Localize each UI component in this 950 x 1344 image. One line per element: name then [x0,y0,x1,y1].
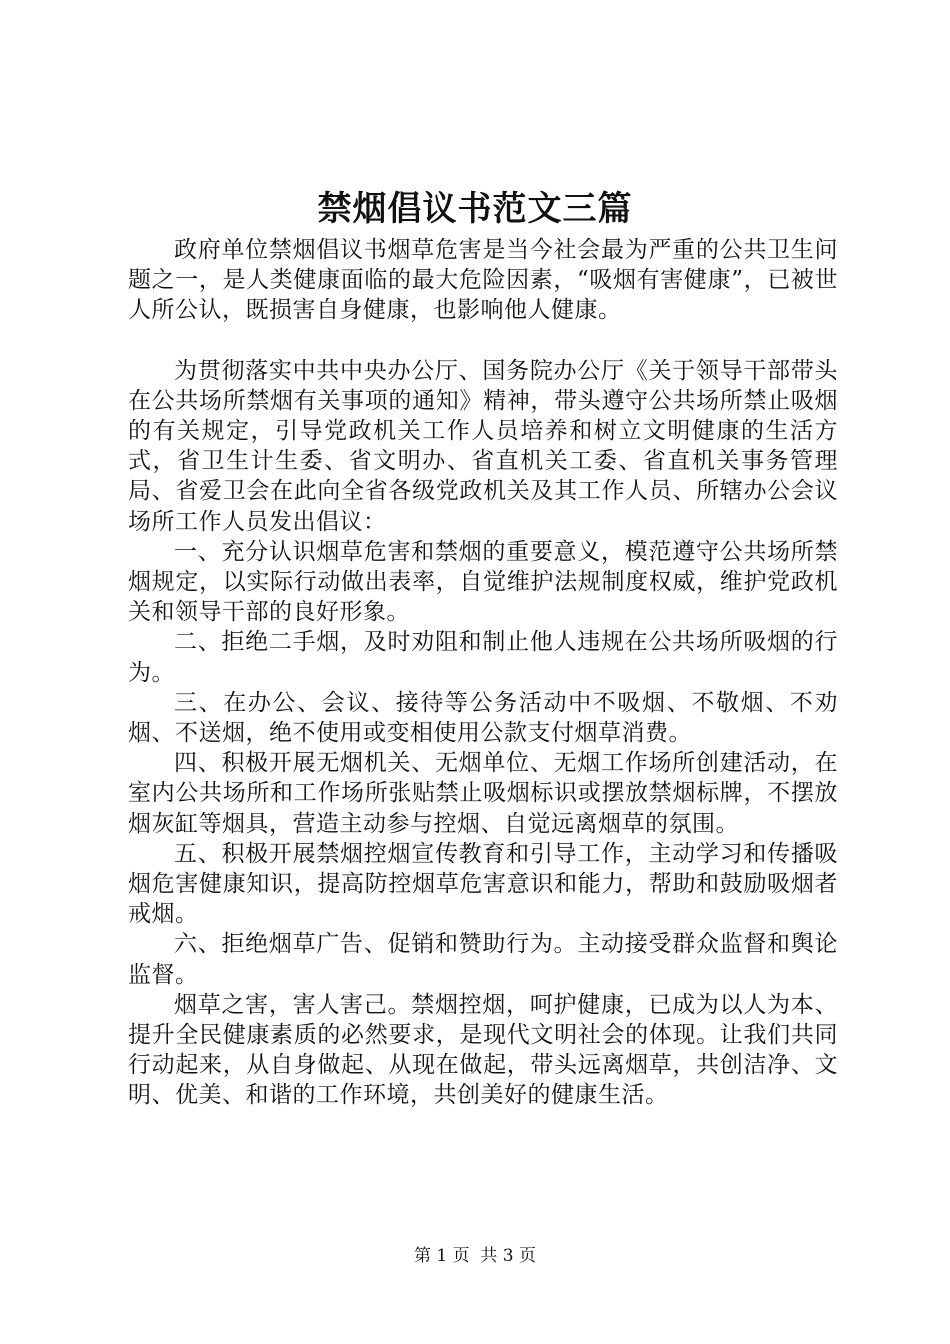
page-footer [0,1244,950,1268]
paragraph-item-5: 五、积极开展禁烟控烟宣传教育和引导工作，主动学习和传播吸烟危害健康知识，提高防控烟草危害意识和能力，帮助和鼓励吸烟者戒烟。 [128,840,838,928]
paragraph-item-3: 三、在办公、会议、接待等公务活动中不吸烟、不敬烟、不劝烟、不送烟，绝不使用或变相使用公款支付烟草消费。 [128,689,838,747]
page-number: 第 1 页 [413,1246,470,1266]
document-body [128,235,838,1111]
document-title: 禁烟倡议书范文三篇 [317,189,633,229]
paragraph-closing: 烟草之害，害人害己。禁烟控烟，呵护健康，已成为以人为本、提升全民健康素质的必然要求，是现代文明社会的体现。让我们共同行动起来，从自身做起、从现在做起，带头远离烟草，共创洁净、文明、优美、和谐的工作环境，共创美好的健康生活。 [128,991,838,1109]
paragraph-item-2: 二、拒绝二手烟，及时劝阻和制止他人违规在公共场所吸烟的行为。 [128,629,838,686]
paragraph-item-4: 四、积极开展无烟机关、无烟单位、无烟工作场所创建活动，在室内公共场所和工作场所张贴禁止吸烟标识或摆放禁烟标牌，不摆放烟灰缸等烟具，营造主动参与控烟、自觉远离烟草的氛围。 [128,750,838,837]
page-total: 共 3 页 [480,1246,537,1266]
paragraph-intro: 政府单位禁烟倡议书烟草危害是当今社会最为严重的公共卫生问题之一，是人类健康面临的最大危险因素，“吸烟有害健康”，已被世人所公认，既损害自身健康，也影响他人健康。 [128,237,838,324]
paragraph-background: 为贯彻落实中共中央办公厅、国务院办公厅《关于领导干部带头在公共场所禁烟有关事项的通知》精神，带头遵守公共场所禁止吸烟的有关规定，引导党政机关工作人员培养和树立文明健康的生活方式，省卫生计生委、省文明办、省直机关工委、省直机关事务管理局、省爱卫会在此向全省各级党政机关及其工作人员、所辖办公会议场所工作人员发出倡议： [128,357,838,535]
paragraph-item-1: 一、充分认识烟草危害和禁烟的重要意义，模范遵守公共场所禁烟规定，以实际行动做出表率，自觉维护法规制度权威，维护党政机关和领导干部的良好形象。 [128,538,838,626]
paragraph-item-6: 六、拒绝烟草广告、促销和赞助行为。主动接受群众监督和舆论监督。 [128,931,838,988]
paragraph-spacer [128,326,838,356]
